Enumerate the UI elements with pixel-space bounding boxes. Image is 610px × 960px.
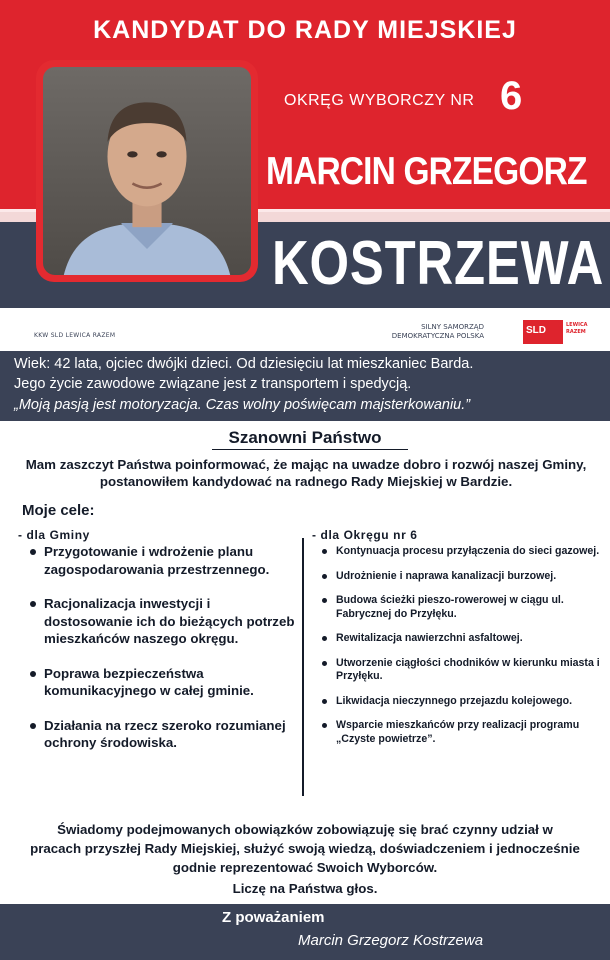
list-item: Działania na rzecz szeroko rozumianej ochrony środowiska. <box>28 717 298 752</box>
poster-title: KANDYDAT DO RADY MIEJSKIEJ <box>93 16 517 44</box>
party-slogan-line2: DEMOKRATYCZNA POLSKA <box>391 332 484 340</box>
bio-quote: „Moją pasją jest motoryzacja. Czas wolny poświęcam majsterkowaniu.” <box>14 397 471 413</box>
sld-side-line2: RAZEM <box>566 329 586 335</box>
bio-line-1: Wiek: 42 lata, ojciec dwójki dzieci. Od dziesięciu lat mieszkaniec Barda. <box>14 356 474 372</box>
candidate-first-names: MARCIN GRZEGORZ <box>266 150 587 193</box>
list-item: Utworzenie ciągłości chodników w kierunku miasta i Przyłęku. <box>320 657 606 684</box>
letter-closing: Świadomy podejmowanych obowiązków zobowiązuję się brać czynny udział w pracach przyszłej Rady Miejskiej, służyć swoją wiedzą, doświadczeniem i jednocześnie godnie reprezentować Swoich Wyborców. <box>30 822 580 875</box>
bio-line-2: Jego życie zawodowe związane jest z transportem i spedycją. <box>14 376 412 392</box>
list-item: Rewitalizacja nawierzchni asfaltowej. <box>320 632 606 646</box>
surname-box <box>258 222 610 308</box>
municipality-goals-title: - dla Gminy <box>18 528 90 542</box>
column-divider <box>302 538 304 796</box>
list-item: Budowa ścieżki pieszo-rowerowej w ciągu ul. Fabrycznej do Przyłęku. <box>320 594 606 621</box>
sld-logo-side-text <box>566 322 588 336</box>
letter-greeting: Szanowni Państwo <box>228 428 382 447</box>
candidate-photo <box>43 67 251 275</box>
vote-appeal: Liczę na Państwa głos. <box>232 881 378 896</box>
list-item: Kontynuacja procesu przyłączenia do sieci gazowej. <box>320 545 606 559</box>
sld-side-line1: LEWICA <box>566 322 588 328</box>
letter-intro: Mam zaszczyt Państwa poinformować, że mając na uwadze dobro i rozwój naszej Gminy, postanowiłem kandydować na radnego Rady Miejskiej w Bardzie. <box>25 457 587 489</box>
district-goals-list <box>320 545 606 758</box>
greeting-underline <box>212 449 408 450</box>
candidate-portrait-icon <box>43 67 251 275</box>
bio-band <box>0 351 610 421</box>
logo-row <box>0 318 610 348</box>
list-item: Wsparcie mieszkańców przy realizacji programu „Czyste powietrze”. <box>320 719 606 746</box>
candidate-photo-frame <box>36 60 258 282</box>
sld-logo-badge: SLD <box>523 320 563 344</box>
district-goals-title: - dla Okręgu nr 6 <box>312 528 418 542</box>
committee-name: KKW SLD LEWICA RAZEM <box>34 332 116 339</box>
list-item: Udrożnienie i naprawa kanalizacji burzowej. <box>320 570 606 584</box>
party-slogan <box>348 323 484 341</box>
list-item: Przygotowanie i wdrożenie planu zagospodarowania przestrzennego. <box>28 543 298 578</box>
regards-text: Z poważaniem <box>222 909 325 926</box>
list-item: Likwidacja nieczynnego przejazdu kolejowego. <box>320 695 606 709</box>
list-item: Poprawa bezpieczeństwa komunikacyjnego w całej gminie. <box>28 665 298 700</box>
municipality-goals-list <box>28 543 298 769</box>
district-number: 6 <box>500 74 523 118</box>
list-item: Racjonalizacja inwestycji i dostosowanie ich do bieżących potrzeb mieszkańców naszego okręgu. <box>28 595 298 648</box>
candidate-surname: KOSTRZEWA <box>272 229 605 298</box>
district-label: OKRĘG WYBORCZY NR <box>284 92 475 109</box>
party-slogan-line1: SILNY SAMORZĄD <box>421 323 484 331</box>
goals-title: Moje cele: <box>22 502 95 519</box>
signature-text: Marcin Grzegorz Kostrzewa <box>298 932 484 949</box>
footer-band <box>0 904 610 960</box>
